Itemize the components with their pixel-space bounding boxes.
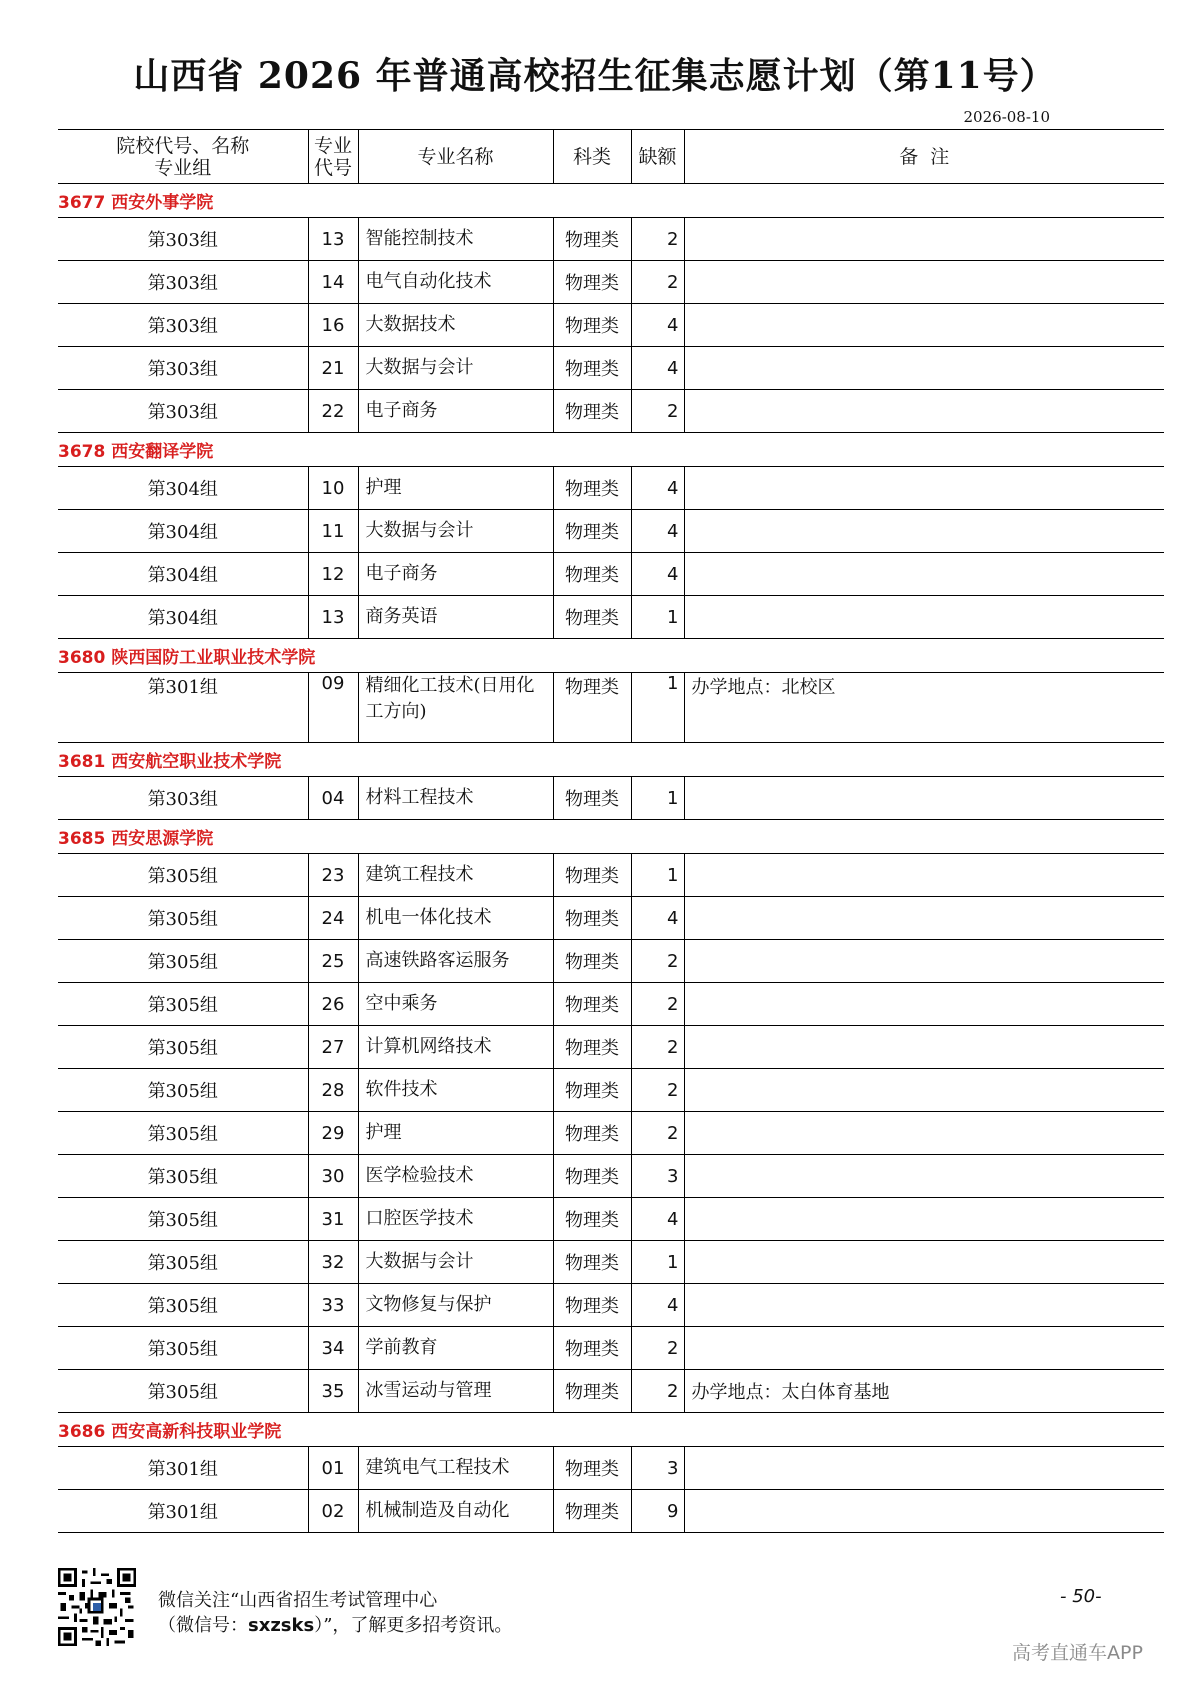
major-code-cell: 04 (308, 777, 358, 820)
note-cell (684, 1284, 1164, 1327)
wechat-id: sxzsks (248, 1615, 315, 1636)
vacancy-cell: 2 (631, 390, 684, 433)
major-name-cell: 冰雪运动与管理 (358, 1370, 553, 1413)
category-cell: 物理类 (553, 596, 631, 639)
major-name-cell: 文物修复与保护 (358, 1284, 553, 1327)
major-name-cell: 材料工程技术 (358, 777, 553, 820)
major-name-cell: 机械制造及自动化 (358, 1490, 553, 1533)
header-category: 科类 (553, 130, 631, 184)
major-code-cell: 32 (308, 1241, 358, 1284)
category-cell: 物理类 (553, 777, 631, 820)
major-name-cell: 护理 (358, 1112, 553, 1155)
header-code: 专业 代号 (308, 130, 358, 184)
category-cell: 物理类 (553, 673, 631, 743)
major-name-cell: 口腔医学技术 (358, 1198, 553, 1241)
vacancy-cell: 1 (631, 1241, 684, 1284)
watermark: 高考直通车APP (1012, 1642, 1143, 1664)
note-cell (684, 510, 1164, 553)
school-name: 3677 西安外事学院 (58, 184, 1164, 218)
group-cell: 第305组 (58, 1284, 308, 1327)
group-cell: 第301组 (58, 1447, 308, 1490)
category-cell: 物理类 (553, 261, 631, 304)
note-cell (684, 218, 1164, 261)
group-cell: 第305组 (58, 897, 308, 940)
header-vacancy: 缺额 (631, 130, 684, 184)
vacancy-cell: 3 (631, 1447, 684, 1490)
category-cell: 物理类 (553, 1155, 631, 1198)
major-name-cell: 电子商务 (358, 390, 553, 433)
category-cell: 物理类 (553, 1490, 631, 1533)
note-cell (684, 467, 1164, 510)
major-name-cell: 学前教育 (358, 1327, 553, 1370)
major-name-cell: 电子商务 (358, 553, 553, 596)
vacancy-cell: 2 (631, 261, 684, 304)
category-cell: 物理类 (553, 1198, 631, 1241)
table-row (58, 1198, 1164, 1241)
major-code-cell: 23 (308, 854, 358, 897)
note-cell (684, 1447, 1164, 1490)
group-cell: 第305组 (58, 1327, 308, 1370)
major-name-cell: 医学检验技术 (358, 1155, 553, 1198)
group-cell: 第305组 (58, 1112, 308, 1155)
vacancy-cell: 1 (631, 596, 684, 639)
group-cell: 第305组 (58, 1198, 308, 1241)
major-code-cell: 13 (308, 596, 358, 639)
table-row (58, 940, 1164, 983)
vacancy-cell: 9 (631, 1490, 684, 1533)
note-cell (684, 854, 1164, 897)
category-cell: 物理类 (553, 897, 631, 940)
table-row (58, 261, 1164, 304)
table-row (58, 1026, 1164, 1069)
vacancy-cell: 2 (631, 1112, 684, 1155)
category-cell: 物理类 (553, 553, 631, 596)
category-cell: 物理类 (553, 467, 631, 510)
table-row (58, 218, 1164, 261)
note-cell (684, 1490, 1164, 1533)
major-name-cell: 大数据与会计 (358, 347, 553, 390)
major-code-cell: 35 (308, 1370, 358, 1413)
major-code-cell: 25 (308, 940, 358, 983)
note-cell: 办学地点：北校区 (684, 673, 1164, 743)
major-name-cell: 建筑工程技术 (358, 854, 553, 897)
header-group: 院校代号、名称 专业组 (58, 130, 308, 184)
vacancy-cell: 2 (631, 1327, 684, 1370)
major-name-cell: 建筑电气工程技术 (358, 1447, 553, 1490)
footer-line-2-post: ）”，了解更多招考资讯。 (314, 1615, 513, 1636)
vacancy-cell: 2 (631, 940, 684, 983)
table-row (58, 854, 1164, 897)
page-title: 山西省 2026 年普通高校招生征集志愿计划（第11号） (133, 55, 1057, 97)
major-code-cell: 26 (308, 983, 358, 1026)
major-code-cell: 29 (308, 1112, 358, 1155)
table-row (58, 1112, 1164, 1155)
table-row (58, 1447, 1164, 1490)
major-code-cell: 13 (308, 218, 358, 261)
category-cell: 物理类 (553, 1069, 631, 1112)
footer-line-2-pre: （微信号： (158, 1615, 248, 1636)
group-cell: 第303组 (58, 261, 308, 304)
school-row (58, 820, 1164, 854)
vacancy-cell: 4 (631, 1198, 684, 1241)
major-name-cell: 软件技术 (358, 1069, 553, 1112)
major-code-cell: 02 (308, 1490, 358, 1533)
category-cell: 物理类 (553, 218, 631, 261)
vacancy-cell: 2 (631, 983, 684, 1026)
major-name-cell: 商务英语 (358, 596, 553, 639)
note-cell (684, 390, 1164, 433)
category-cell: 物理类 (553, 854, 631, 897)
vacancy-cell: 4 (631, 553, 684, 596)
table-row (58, 983, 1164, 1026)
group-cell: 第303组 (58, 777, 308, 820)
group-cell: 第304组 (58, 553, 308, 596)
major-code-cell: 22 (308, 390, 358, 433)
note-cell (684, 1026, 1164, 1069)
major-name-cell: 大数据与会计 (358, 510, 553, 553)
table-row (58, 1241, 1164, 1284)
group-cell: 第301组 (58, 1490, 308, 1533)
group-cell: 第303组 (58, 347, 308, 390)
table-row (58, 1490, 1164, 1533)
vacancy-cell: 4 (631, 510, 684, 553)
footer-line-2 (158, 1611, 512, 1637)
note-cell (684, 983, 1164, 1026)
major-name-cell: 电气自动化技术 (358, 261, 553, 304)
footer-line-1: 微信关注“山西省招生考试管理中心 (158, 1590, 438, 1611)
major-name-cell: 计算机网络技术 (358, 1026, 553, 1069)
major-name-cell: 护理 (358, 467, 553, 510)
group-cell: 第304组 (58, 467, 308, 510)
header-note: 备 注 (684, 130, 1164, 184)
group-cell: 第303组 (58, 304, 308, 347)
group-cell: 第304组 (58, 596, 308, 639)
note-cell (684, 553, 1164, 596)
major-name-cell: 高速铁路客运服务 (358, 940, 553, 983)
major-code-cell: 12 (308, 553, 358, 596)
category-cell: 物理类 (553, 390, 631, 433)
major-name-cell: 机电一体化技术 (358, 897, 553, 940)
group-cell: 第303组 (58, 390, 308, 433)
school-name: 3680 陕西国防工业职业技术学院 (58, 639, 1164, 673)
note-cell (684, 1155, 1164, 1198)
school-row (58, 433, 1164, 467)
major-name-cell: 智能控制技术 (358, 218, 553, 261)
category-cell: 物理类 (553, 1327, 631, 1370)
group-cell: 第305组 (58, 1370, 308, 1413)
vacancy-cell: 2 (631, 218, 684, 261)
note-cell (684, 897, 1164, 940)
major-code-cell: 01 (308, 1447, 358, 1490)
table-row (58, 1155, 1164, 1198)
note-cell (684, 347, 1164, 390)
major-code-cell: 34 (308, 1327, 358, 1370)
category-cell: 物理类 (553, 1241, 631, 1284)
group-cell: 第305组 (58, 940, 308, 983)
table-row (58, 347, 1164, 390)
vacancy-cell: 1 (631, 673, 684, 743)
table-row (58, 1327, 1164, 1370)
school-row (58, 743, 1164, 777)
note-cell (684, 940, 1164, 983)
major-code-cell: 16 (308, 304, 358, 347)
vacancy-cell: 1 (631, 777, 684, 820)
note-cell (684, 1241, 1164, 1284)
group-cell: 第301组 (58, 673, 308, 743)
table-row (58, 553, 1164, 596)
major-code-cell: 24 (308, 897, 358, 940)
major-code-cell: 10 (308, 467, 358, 510)
school-row (58, 184, 1164, 218)
major-code-cell: 27 (308, 1026, 358, 1069)
major-code-cell: 28 (308, 1069, 358, 1112)
major-code-cell: 30 (308, 1155, 358, 1198)
major-code-cell: 09 (308, 673, 358, 743)
group-cell: 第305组 (58, 854, 308, 897)
category-cell: 物理类 (553, 1370, 631, 1413)
major-name-cell: 大数据与会计 (358, 1241, 553, 1284)
category-cell: 物理类 (553, 1026, 631, 1069)
group-cell: 第303组 (58, 218, 308, 261)
table-row (58, 777, 1164, 820)
major-name-cell: 精细化工技术(日用化工方向) (358, 673, 553, 743)
group-cell: 第305组 (58, 1026, 308, 1069)
note-cell (684, 1112, 1164, 1155)
category-cell: 物理类 (553, 347, 631, 390)
header-major: 专业名称 (358, 130, 553, 184)
table-row (58, 897, 1164, 940)
vacancy-cell: 4 (631, 347, 684, 390)
note-cell (684, 1198, 1164, 1241)
school-row (58, 1413, 1164, 1447)
table-row (58, 1370, 1164, 1413)
category-cell: 物理类 (553, 1112, 631, 1155)
plan-table (58, 129, 1164, 1533)
major-name-cell: 大数据技术 (358, 304, 553, 347)
vacancy-cell: 2 (631, 1026, 684, 1069)
plan-table-body (58, 184, 1164, 1533)
major-code-cell: 21 (308, 347, 358, 390)
major-code-cell: 33 (308, 1284, 358, 1327)
group-cell: 第305组 (58, 983, 308, 1026)
table-row (58, 304, 1164, 347)
major-code-cell: 14 (308, 261, 358, 304)
major-name-cell: 空中乘务 (358, 983, 553, 1026)
category-cell: 物理类 (553, 983, 631, 1026)
vacancy-cell: 4 (631, 467, 684, 510)
table-row (58, 510, 1164, 553)
table-row (58, 673, 1164, 743)
major-code-cell: 11 (308, 510, 358, 553)
vacancy-cell: 4 (631, 897, 684, 940)
table-row (58, 596, 1164, 639)
category-cell: 物理类 (553, 510, 631, 553)
table-row (58, 1284, 1164, 1327)
major-code-cell: 31 (308, 1198, 358, 1241)
vacancy-cell: 3 (631, 1155, 684, 1198)
note-cell (684, 1069, 1164, 1112)
note-cell (684, 261, 1164, 304)
note-cell: 办学地点：太白体育基地 (684, 1370, 1164, 1413)
school-name: 3678 西安翻译学院 (58, 433, 1164, 467)
issue-date: 2026-08-10 (963, 108, 1050, 126)
group-cell: 第305组 (58, 1069, 308, 1112)
group-cell: 第305组 (58, 1241, 308, 1284)
vacancy-cell: 4 (631, 304, 684, 347)
note-cell (684, 596, 1164, 639)
vacancy-cell: 4 (631, 1284, 684, 1327)
qr-code-icon (58, 1568, 136, 1646)
note-cell (684, 777, 1164, 820)
table-row (58, 1069, 1164, 1112)
category-cell: 物理类 (553, 1284, 631, 1327)
vacancy-cell: 2 (631, 1069, 684, 1112)
school-name: 3686 西安高新科技职业学院 (58, 1413, 1164, 1447)
table-header-row (58, 130, 1164, 184)
vacancy-cell: 2 (631, 1370, 684, 1413)
group-cell: 第304组 (58, 510, 308, 553)
category-cell: 物理类 (553, 940, 631, 983)
school-name: 3681 西安航空职业技术学院 (58, 743, 1164, 777)
note-cell (684, 1327, 1164, 1370)
table-row (58, 390, 1164, 433)
note-cell (684, 304, 1164, 347)
school-row (58, 639, 1164, 673)
table-row (58, 467, 1164, 510)
page-number: - 50- (1060, 1586, 1102, 1607)
category-cell: 物理类 (553, 1447, 631, 1490)
vacancy-cell: 1 (631, 854, 684, 897)
group-cell: 第305组 (58, 1155, 308, 1198)
school-name: 3685 西安思源学院 (58, 820, 1164, 854)
category-cell: 物理类 (553, 304, 631, 347)
